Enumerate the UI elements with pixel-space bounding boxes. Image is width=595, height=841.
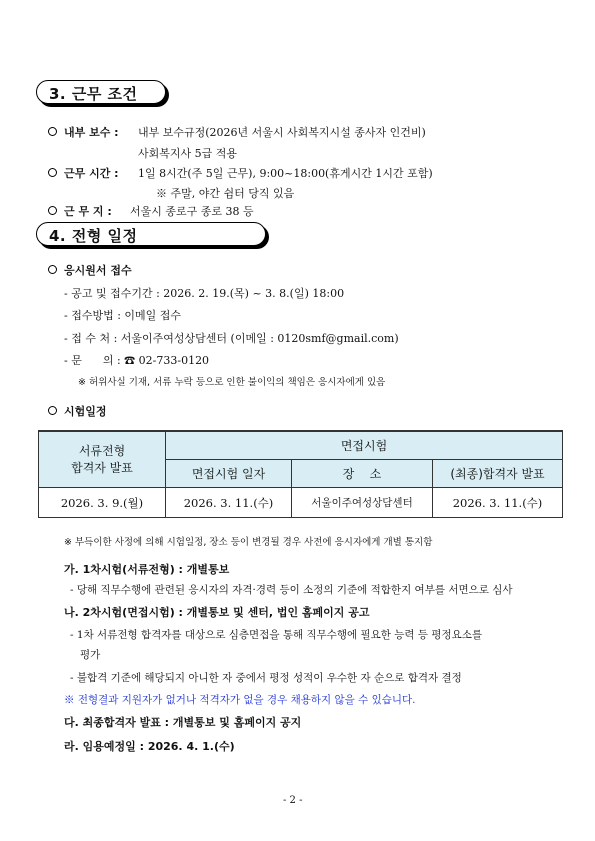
application-place: - 접 수 처 : 서울이주여성상담센터 (이메일 : 0120smf@gmail.com) — [64, 332, 399, 345]
value-place: 서울이주여성상담센터 — [292, 488, 433, 518]
section-4-header — [36, 222, 266, 246]
value-final: 2026. 3. 11.(수) — [433, 488, 563, 518]
place-value: 서울시 종로구 종로 38 등 — [130, 205, 254, 218]
header-doc — [39, 431, 166, 488]
step-c-title: 다. 최종합격자 발표 : 개별통보 및 홈페이지 공지 — [64, 716, 302, 729]
salary-label: 내부 보수 : — [64, 126, 119, 139]
application-period: - 공고 및 접수기간 : 2026. 2. 19.(목) ~ 3. 8.(일) 18:00 — [64, 287, 345, 300]
hours-line2: ※ 주말, 야간 쉼터 당직 있음 — [156, 187, 295, 200]
schedule-note: ※ 부득이한 사정에 의해 시험일정, 장소 등이 변경될 경우 사전에 응시자에게 개별 통지함 — [64, 537, 433, 548]
bullet-icon — [48, 206, 57, 215]
bullet-icon — [48, 265, 57, 274]
application-contact: - 문 의 : ☎ 02-733-0120 — [64, 354, 210, 367]
value-date: 2026. 3. 11.(수) — [166, 488, 292, 518]
step-d-title: 라. 임용예정일 : 2026. 4. 1.(수) — [64, 740, 235, 753]
place-label: 근 무 지 : — [64, 205, 112, 218]
section-4-title: 4. 전형 일정 — [49, 227, 138, 245]
header-doc-line1: 서류전형 — [78, 443, 126, 458]
section-3-title: 3. 근무 조건 — [49, 85, 138, 103]
hours-label: 근무 시간 : — [64, 167, 119, 180]
application-note: ※ 허위사실 기재, 서류 누락 등으로 인한 불이익의 책임은 응시자에게 있음 — [78, 377, 386, 388]
selection-note: ※ 전형결과 지원자가 없거나 적격자가 없을 경우 채용하지 않을 수 있습니다. — [64, 694, 416, 706]
hours-line1: 1일 8시간(주 5일 근무), 9:00~18:00(휴게시간 1시간 포함) — [138, 167, 433, 180]
page-number: - 2 - — [283, 795, 303, 806]
step-b-desc2: - 불합격 기준에 해당되지 아니한 자 중에서 평정 성적이 우수한 자 순으로 합격자 결정 — [70, 672, 462, 684]
header-interview: 면접시험 — [166, 431, 563, 460]
value-doc: 2026. 3. 9.(월) — [39, 488, 166, 518]
step-b-desc1: - 1차 서류전형 합격자를 대상으로 심층면접을 통해 직무수행에 필요한 능력 등 평정요소를 — [70, 629, 483, 641]
step-a-title: 가. 1차시험(서류전형) : 개별통보 — [64, 563, 230, 576]
bullet-icon — [48, 127, 57, 136]
bullet-icon — [48, 406, 57, 415]
header-place: 장 소 — [292, 460, 433, 488]
header-date: 면접시험 일자 — [166, 460, 292, 488]
application-heading: 응시원서 접수 — [64, 264, 132, 277]
section-3-header — [36, 80, 166, 104]
header-final: (최종)합격자 발표 — [433, 460, 563, 488]
salary-line1: 내부 보수규정(2026년 서울시 사회복지시설 종사자 인건비) — [138, 126, 426, 139]
schedule-table — [38, 430, 563, 518]
salary-line2: 사회복지사 5급 적용 — [138, 147, 237, 160]
bullet-icon — [48, 168, 57, 177]
header-doc-line2: 합격자 발표 — [71, 460, 133, 475]
step-b-desc1b: 평가 — [80, 649, 101, 661]
step-a-desc: - 당해 직무수행에 관련된 응시자의 자격·경력 등이 소정의 기준에 적합한지 여부를 서면으로 심사 — [70, 584, 513, 596]
step-b-title: 나. 2차시험(면접시험) : 개별통보 및 센터, 법인 홈페이지 공고 — [64, 606, 370, 619]
schedule-heading: 시험일정 — [64, 405, 107, 418]
application-method: - 접수방법 : 이메일 접수 — [64, 309, 182, 322]
